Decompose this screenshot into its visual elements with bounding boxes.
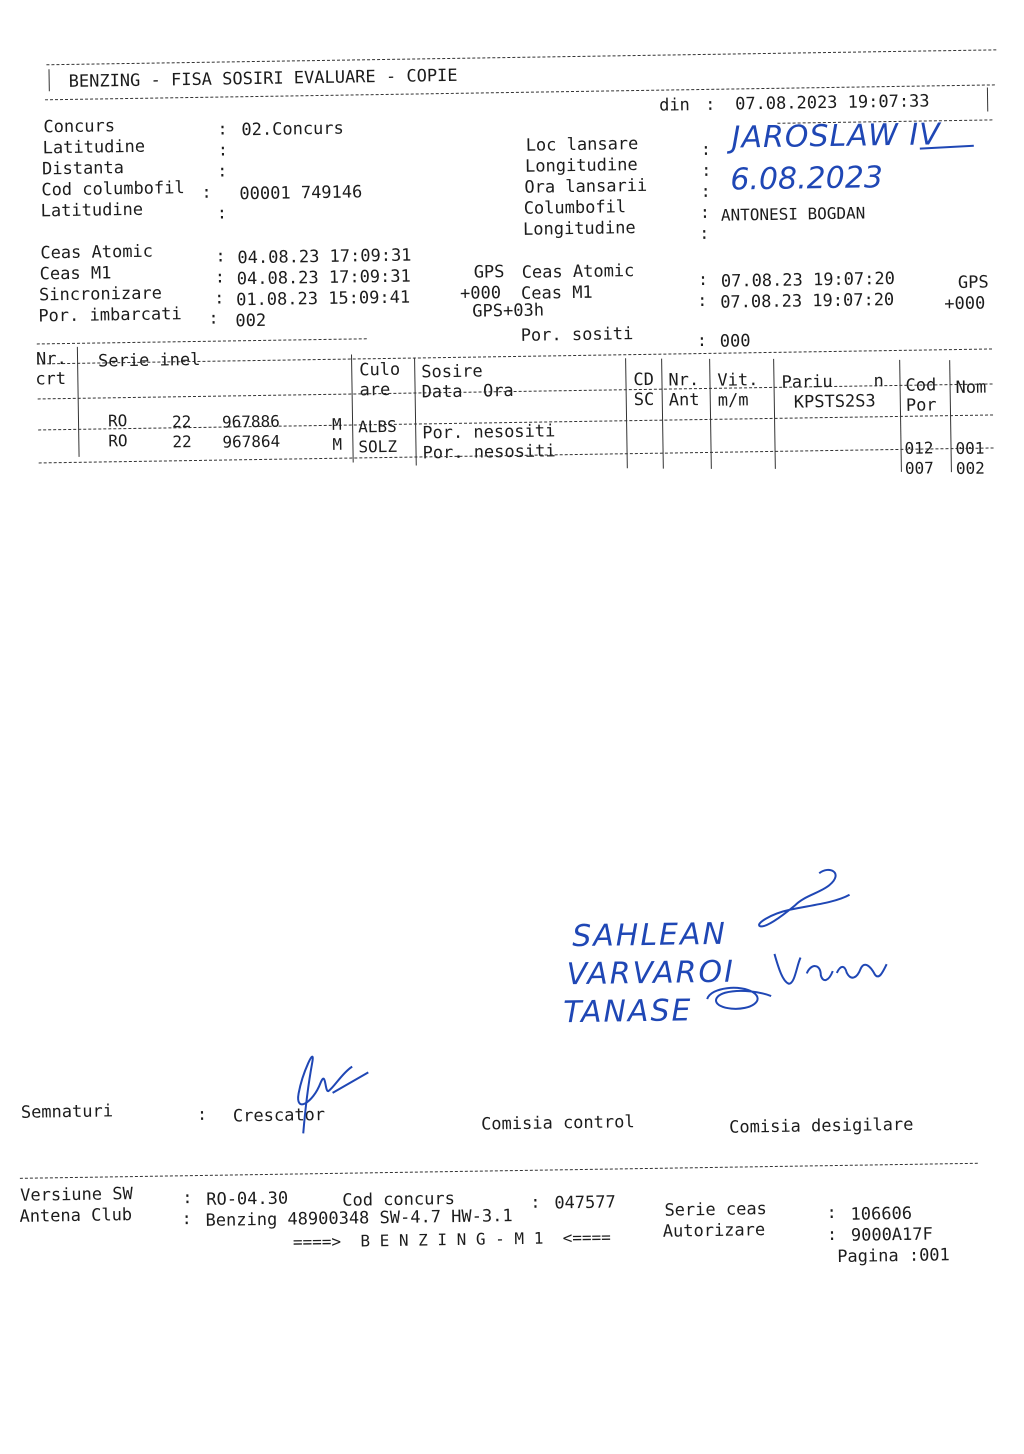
- col-sep-4: [625, 358, 628, 468]
- header-box-left: [48, 69, 49, 91]
- offset-value: +000: [459, 283, 502, 304]
- handwritten-name-1: SAHLEAN: [571, 916, 728, 955]
- handwritten-loc-lansare: JAROSLAW IV: [731, 117, 942, 156]
- nom-value: 001: [955, 438, 985, 459]
- versiune-sw-label: Versiune SW: [20, 1184, 133, 1206]
- arrival-status: Por. nesositi: [422, 441, 556, 464]
- right-ceas-atomic-value: 07.08.23 19:07:20: [720, 268, 896, 292]
- document-title: BENZING - FISA SOSIRI EVALUARE - COPIE: [68, 65, 458, 92]
- arrival-status: Por. nesositi: [422, 421, 556, 444]
- longitudine-label: Longitudine: [524, 155, 638, 177]
- underline-mark: [918, 143, 978, 154]
- table-rule-1: [37, 338, 367, 344]
- header-data-ora: Data Ora: [421, 380, 514, 403]
- comisia-desigilare-label: Comisia desigilare: [729, 1114, 914, 1138]
- ring-country: RO: [107, 411, 128, 431]
- versiune-sw-value: RO-04.30: [206, 1188, 289, 1210]
- nom-value: 002: [955, 458, 985, 479]
- concurs-value: 02.Concurs: [241, 118, 344, 141]
- right-ceas-m1-label: Ceas M1: [520, 282, 593, 304]
- ceas-atomic-label: Ceas Atomic: [40, 241, 154, 264]
- cod-columbofil-value: 00001 749146: [239, 182, 363, 205]
- gps-offset-value: GPS+03h: [472, 300, 545, 322]
- signature-1: [749, 865, 860, 947]
- din-label: din: [658, 95, 691, 116]
- ring-number: 967864: [222, 431, 281, 452]
- right-gps-label: GPS: [957, 272, 989, 293]
- header-rule-top: [46, 49, 996, 65]
- header-culo: Culo: [359, 359, 401, 381]
- sincronizare-label: Sincronizare: [38, 283, 163, 306]
- ceas-m1-label: Ceas M1: [39, 263, 112, 285]
- semnaturi-label: Semnaturi: [20, 1101, 114, 1123]
- handwritten-name-2: VARVAROI: [566, 954, 736, 993]
- ora-lansarii-label: Ora lansarii: [524, 175, 648, 198]
- ceas-atomic-value: 04.08.23 17:09:31: [237, 245, 412, 269]
- por-imbarcati-value: 002: [235, 310, 267, 332]
- crescator-signature: [272, 1042, 384, 1144]
- ring-year: 22: [172, 432, 192, 452]
- header-sc: SC: [633, 389, 655, 411]
- ring-year: 22: [171, 412, 192, 432]
- col-sep-2: [351, 355, 354, 463]
- header-por: Por: [905, 395, 937, 416]
- ring-number: 967886: [221, 411, 280, 432]
- serie-ceas-label: Serie ceas: [664, 1199, 767, 1221]
- page-number: Pagina :001: [837, 1245, 950, 1268]
- header-box-right: [987, 88, 988, 112]
- right-ceas-m1-value: 07.08.23 19:07:20: [720, 289, 895, 313]
- header-pariu: Pariu n: [781, 371, 885, 393]
- concurs-label: Concurs: [43, 116, 116, 138]
- header-ant: Ant: [668, 390, 700, 411]
- signature-2: [770, 942, 911, 994]
- columbofil-label: Columbofil: [523, 197, 627, 219]
- header-cd: CD: [633, 369, 655, 391]
- header-kpsts: KPSTS2S3: [793, 391, 876, 413]
- right-ceas-atomic-label: Ceas Atomic: [521, 261, 635, 283]
- header-m-m: m/m: [717, 390, 749, 411]
- longitudine2-label: Longitudine: [522, 218, 636, 240]
- cod-por-value: 007: [904, 458, 934, 478]
- columbofil-value: ANTONESI BOGDAN: [720, 203, 866, 225]
- antena-club-label: Antena Club: [19, 1205, 133, 1227]
- header-crt: crt: [35, 369, 67, 390]
- serie-ceas-value: 106606: [850, 1203, 913, 1225]
- header-nr: Nr.: [35, 349, 67, 370]
- por-sositi-label: Por. sositi: [520, 324, 634, 346]
- ring-country: RO: [108, 431, 128, 451]
- latitudine-label: Latitudine: [42, 136, 146, 159]
- header-cod: Cod: [905, 375, 937, 396]
- ceas-m1-value: 04.08.23 17:09:31: [236, 266, 411, 290]
- crescator-label: Crescator: [232, 1105, 326, 1127]
- antena-club-value: Benzing 48900348 SW-4.7 HW-3.1: [205, 1206, 513, 1231]
- header-vit: Vit.: [717, 370, 759, 391]
- latitudine2-label: Latitudine: [40, 199, 144, 222]
- col-sep-7: [773, 359, 776, 469]
- header-sosire: Sosire: [421, 361, 483, 383]
- ring-sex: M: [332, 434, 343, 454]
- col-sep-9: [949, 360, 952, 472]
- cod-concurs-value: 047577: [554, 1192, 616, 1214]
- header-nom: Nom: [955, 377, 987, 399]
- pigeon-color: SOLZ: [358, 436, 398, 457]
- comisia-control-label: Comisia control: [480, 1112, 635, 1135]
- cod-por-value: 012: [904, 438, 934, 458]
- autorizare-label: Autorizare: [662, 1220, 766, 1242]
- handwritten-name-3: TANASE: [563, 993, 693, 1031]
- gps-label: GPS: [473, 262, 505, 283]
- footer-rule: [20, 1163, 978, 1179]
- distanta-label: Distanta: [41, 158, 125, 180]
- header-are: are: [359, 379, 391, 401]
- por-imbarcati-label: Por. imbarcati: [38, 304, 182, 327]
- col-sep-3: [414, 358, 417, 466]
- benzing-banner: ====> B E N Z I N G - M 1 <====: [292, 1227, 611, 1252]
- pigeon-color: ALBS: [357, 416, 397, 437]
- loc-lansare-label: Loc lansare: [525, 133, 639, 156]
- header-nr-ant: Nr.: [668, 370, 700, 391]
- cod-concurs-label: Cod concurs: [342, 1189, 456, 1211]
- din-value: 07.08.2023 19:07:33: [734, 91, 930, 115]
- sincronizare-value: 01.08.23 15:09:41: [235, 287, 411, 311]
- cod-columbofil-label: Cod columbofil: [41, 178, 185, 201]
- document-page: BENZING - FISA SOSIRI EVALUARE - COPIE din : 07.08.2023 19:07:33 Concurs : 02.Concurs Latitudine : Distanta : Cod columbofil : 00001 749146 Latitudine : Loc lansare : Longitudine : Ora lansarii : Columbofil : ANTONESI BOGDAN Longitudine : JAROSLAW IV 6.08.2023 Ceas Atomic : 04.08.23 17:09:31 Ceas M1 : 04.08.23 17:09:31 GPS Sincronizare : 01.08.23 15:09:41 +000 GPS+03h Por. imbarcati : 002 Ceas Atomic : 07.08.23 19:07:20 GPS Ceas M1 : 07.08.23 19:07:20 +000 Por. sositi : 000 Nr. crt Serie inel Culo are Sosire Data Ora CD SC Nr. Ant Vit. m/m Pariu n KPSTS2S3 Cod Por Nom RO 22 967886 M ALBS Por. nesositi 012 001 RO 22 967864 M SOLZ Por. nesositi 007 002 SAHLEAN VARVAROI TANASE Semnaturi : Crescator Comisia control Comisia desigilare Versiune SW : RO-04.30 Cod concurs : 047577 Serie ceas : 106606 Antena Club : Benzing 48900348 SW-4.7 HW-3.1 Autorizare : 9000A17F ====> B E N Z I N G - M 1 <==== Pagina :001: [0, 0, 1024, 1454]
- handwritten-ora-lansarii: 6.08.2023: [730, 160, 884, 198]
- por-sositi-value: 000: [719, 331, 751, 352]
- ring-sex: M: [331, 414, 342, 434]
- autorizare-value: 9000A17F: [850, 1224, 933, 1246]
- right-offset-value: +000: [944, 293, 986, 315]
- header-serie-inel: Serie inel: [97, 349, 201, 372]
- signature-3: [701, 978, 782, 1019]
